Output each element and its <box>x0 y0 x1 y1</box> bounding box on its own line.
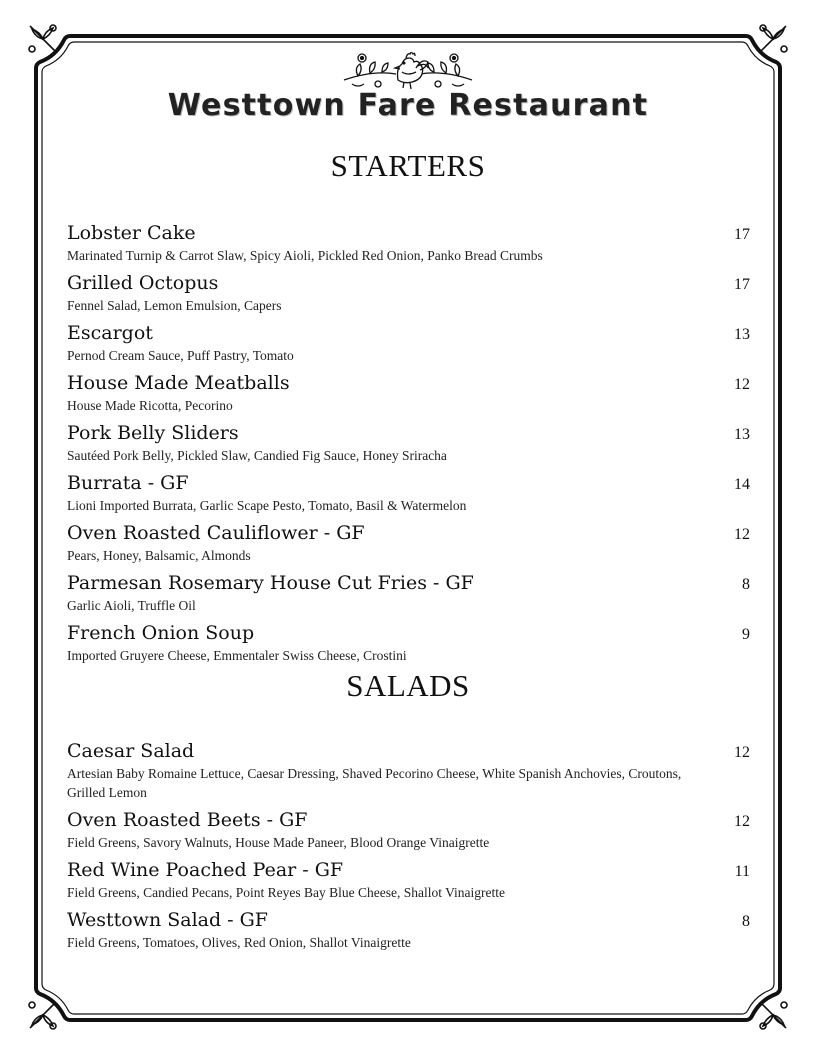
item-name: Oven Roasted Cauliflower - GF <box>67 522 365 544</box>
item-name: Burrata - GF <box>67 472 189 494</box>
item-price: 11 <box>734 863 750 880</box>
item-description: Field Greens, Candied Pecans, Point Reyes Bay Blue Cheese, Shallot Vinaigrette <box>67 885 505 900</box>
item-description: Sautéed Pork Belly, Pickled Slaw, Candied Fig Sauce, Honey Sriracha <box>67 448 447 463</box>
item-description: Pears, Honey, Balsamic, Almonds <box>67 548 251 563</box>
item-name: Red Wine Poached Pear - GF <box>67 859 344 881</box>
item-description: Marinated Turnip & Carrot Slaw, Spicy Aioli, Pickled Red Onion, Panko Bread Crumbs <box>67 248 543 263</box>
item-price: 12 <box>734 744 750 761</box>
item-price: 12 <box>734 376 750 393</box>
item-name: Grilled Octopus <box>67 272 219 294</box>
item-name: French Onion Soup <box>67 622 255 644</box>
floral-corner-ornament-icon <box>756 998 790 1032</box>
item-price: 9 <box>742 626 750 643</box>
item-price: 17 <box>734 276 750 293</box>
floral-corner-ornament-icon <box>756 22 790 56</box>
item-description: Lioni Imported Burrata, Garlic Scape Pesto, Tomato, Basil & Watermelon <box>67 498 467 513</box>
item-description: Field Greens, Savory Walnuts, House Made Paneer, Blood Orange Vinaigrette <box>67 835 490 850</box>
menu-item-oven-roasted-beets <box>67 809 750 852</box>
item-name: House Made Meatballs <box>67 372 290 394</box>
menu-item-caesar-salad <box>67 740 750 802</box>
menu-item-pork-belly-sliders <box>67 422 750 465</box>
item-description: Imported Gruyere Cheese, Emmentaler Swiss Cheese, Crostini <box>67 648 407 663</box>
item-price: 8 <box>742 913 750 930</box>
starters-menu-list <box>67 222 750 672</box>
item-price: 14 <box>734 476 750 493</box>
salads-menu-list <box>67 740 750 959</box>
menu-item-westtown-salad <box>67 909 750 952</box>
item-name: Parmesan Rosemary House Cut Fries - GF <box>67 572 474 594</box>
item-description: Field Greens, Tomatoes, Olives, Red Onion, Shallot Vinaigrette <box>67 935 411 950</box>
item-description: Artesian Baby Romaine Lettuce, Caesar Dressing, Shaved Pecorino Cheese, White Spanish Anchovies, Croutons, Grilled Lemon <box>67 766 682 800</box>
item-name: Oven Roasted Beets - GF <box>67 809 308 831</box>
item-price: 17 <box>734 226 750 243</box>
menu-item-parmesan-rosemary-fries <box>67 572 750 615</box>
menu-item-escargot <box>67 322 750 365</box>
floral-corner-ornament-icon <box>26 998 60 1032</box>
item-name: Westtown Salad - GF <box>67 909 268 931</box>
item-price: 13 <box>734 326 750 343</box>
item-description: Fennel Salad, Lemon Emulsion, Capers <box>67 298 282 313</box>
item-price: 8 <box>742 576 750 593</box>
menu-item-lobster-cake <box>67 222 750 265</box>
menu-item-oven-roasted-cauliflower <box>67 522 750 565</box>
floral-corner-ornament-icon <box>26 22 60 56</box>
item-name: Caesar Salad <box>67 740 195 762</box>
menu-item-burrata <box>67 472 750 515</box>
item-name: Pork Belly Sliders <box>67 422 239 444</box>
item-description: Garlic Aioli, Truffle Oil <box>67 598 196 613</box>
item-name: Lobster Cake <box>67 222 196 244</box>
section-title-starters: STARTERS <box>330 148 486 183</box>
item-name: Escargot <box>67 322 153 344</box>
item-description: Pernod Cream Sauce, Puff Pastry, Tomato <box>67 348 294 363</box>
item-price: 12 <box>734 526 750 543</box>
rooster-floral-logo-icon <box>338 44 478 94</box>
section-title-salads: SALADS <box>346 668 470 703</box>
restaurant-name: Westtown Fare Restaurant <box>167 88 649 123</box>
menu-item-french-onion-soup <box>67 622 750 665</box>
menu-item-grilled-octopus <box>67 272 750 315</box>
item-price: 13 <box>734 426 750 443</box>
menu-item-red-wine-poached-pear <box>67 859 750 902</box>
item-description: House Made Ricotta, Pecorino <box>67 398 233 413</box>
item-price: 12 <box>734 813 750 830</box>
menu-item-house-made-meatballs <box>67 372 750 415</box>
